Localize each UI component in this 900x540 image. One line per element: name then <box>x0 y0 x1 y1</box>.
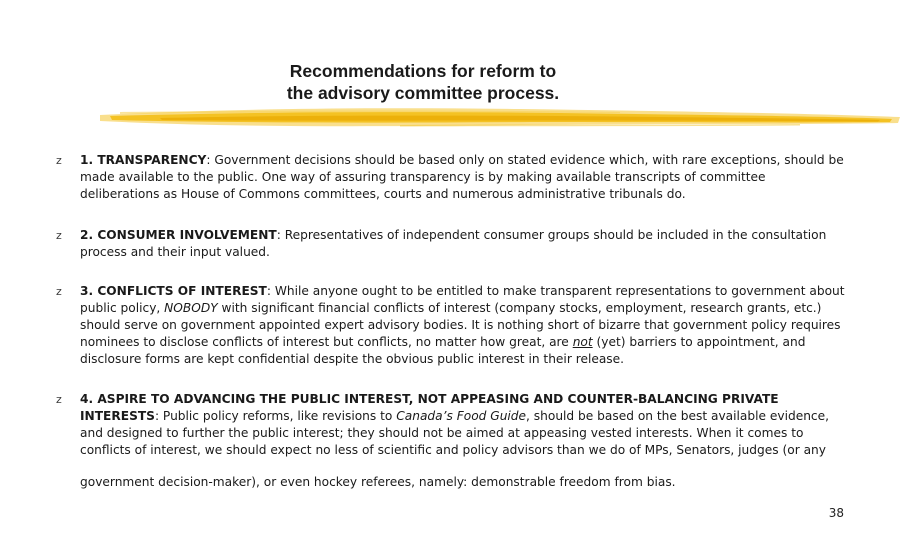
bullet-icon: z <box>56 154 62 167</box>
item-3-text-c: (yet) barriers to appointment, and disclosure forms are kept confidential despite the obvious public interest in their release. <box>80 335 806 366</box>
item-3-label: 3. CONFLICTS OF INTEREST <box>80 284 267 298</box>
item-3-emphasis-nobody: NOBODY <box>164 301 218 315</box>
page-number: 38 <box>828 506 844 520</box>
item-4-text-c: government decision-maker), or even hockey referees, namely: demonstrable freedom from bias. <box>80 475 676 489</box>
recommendation-item-3 <box>56 283 846 368</box>
recommendation-item-1 <box>56 152 846 203</box>
bullet-icon: z <box>56 229 62 242</box>
item-3-text-b: with significant financial conflicts of interest (company stocks, employment, research grants, etc.) should serve on government appointed expert advisory bodies. It is nothing short of bizarre that government policy requires nominees to disclose conflicts of interest but conflicts, no matter how great, are <box>80 301 841 349</box>
item-1-label: 1. TRANSPARENCY <box>80 153 207 167</box>
slide-title <box>258 60 588 104</box>
item-4-emphasis-food-guide: Canada’s Food Guide <box>396 409 527 423</box>
item-3-text-a: : While anyone ought to be entitled to make transparent representations to government about public policy, <box>80 284 845 315</box>
yellow-brush-underline <box>100 103 900 131</box>
item-2-text: : Representatives of independent consumer groups should be included in the consultation process and their input valued. <box>80 228 827 259</box>
item-4-text-a: : Public policy reforms, like revisions to <box>154 409 397 423</box>
item-4-text-b: , should be based on the best available evidence, and designed to further the public interest; they should not be aimed at appeasing vested interests. When it comes to conflicts of interest, we should expect no less of scientific and policy advisors than we do of MPs, Senators, judges (or any <box>80 409 829 457</box>
bullet-icon: z <box>56 393 62 406</box>
item-4-label: 4. ASPIRE TO ADVANCING THE PUBLIC INTEREST, NOT APPEASING AND COUNTER-BALANCING PRIVATE INTERESTS <box>80 392 779 423</box>
item-3-emphasis-not: not <box>572 335 593 349</box>
item-2-label: 2. CONSUMER INVOLVEMENT <box>80 228 277 242</box>
recommendation-item-2 <box>56 227 846 261</box>
title-line-1: Recommendations for reform to <box>289 61 557 81</box>
bullet-icon: z <box>56 285 62 298</box>
item-1-text: : Government decisions should be based only on stated evidence which, with rare exceptions, should be made available to the public. One way of assuring transparency is by making available transcripts of committee deliberations as House of Commons committees, courts and numerous administrative tribunals do. <box>80 153 844 201</box>
title-line-2: the advisory committee process. <box>286 83 560 103</box>
recommendation-item-4 <box>56 391 846 491</box>
